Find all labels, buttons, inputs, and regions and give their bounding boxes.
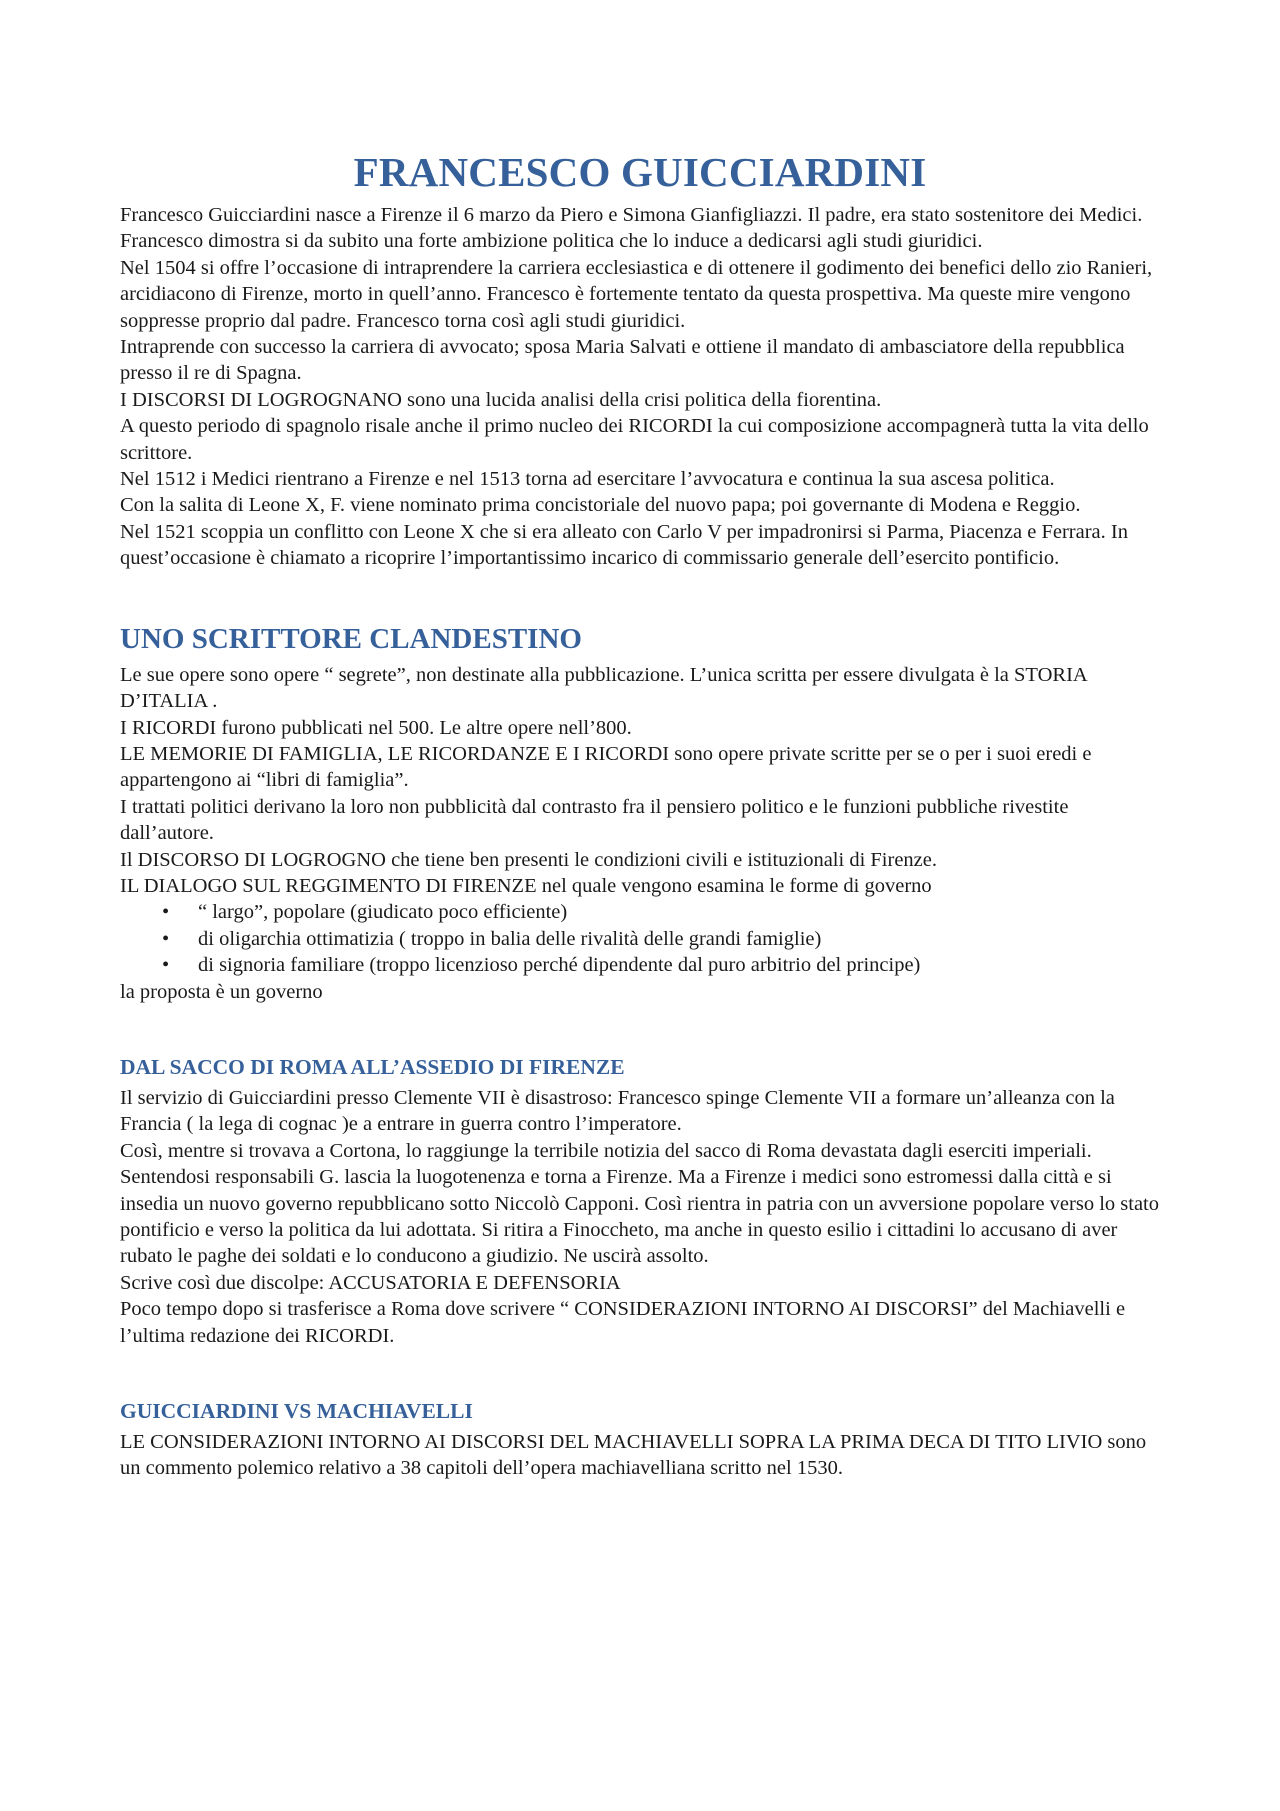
paragraph: la proposta è un governo bbox=[120, 980, 323, 1003]
list-item bbox=[120, 926, 1160, 952]
paragraph: Scrive così due discolpe: ACCUSATORIA E DEFENSORIA bbox=[120, 1271, 621, 1294]
paragraph: Poco tempo dopo si trasferisce a Roma dove scrivere “ CONSIDERAZIONI INTORNO AI DISCORSI” del Machiavelli e l’ultima redazione dei RICORDI. bbox=[120, 1298, 1126, 1347]
paragraph: Intraprende con successo la carriera di avvocato; sposa Maria Salvati e ottiene il mandato di ambasciatore della repubblica presso il re di Spagna. bbox=[120, 336, 1125, 385]
paragraph: Nel 1512 i Medici rientrano a Firenze e nel 1513 torna ad esercitare l’avvocatura e continua la sua ascesa politica. bbox=[120, 468, 1055, 491]
bullet-list bbox=[120, 899, 1160, 978]
section-sacco-di-roma bbox=[120, 1085, 1160, 1349]
paragraph: Nel 1504 si offre l’occasione di intraprendere la carriera ecclesiastica e di ottenere il godimento dei benefici dello zio Ranieri, arcidiacono di Firenze, morto in quell’anno. Francesco è fortemente tentato da questa prospettiva. Ma queste mire vengono soppresse proprio dal padre. Francesco torna così agli studi giuridici. bbox=[120, 256, 1153, 332]
list-item bbox=[120, 952, 1160, 978]
paragraph: A questo periodo di spagnolo risale anche il primo nucleo dei RICORDI la cui composizione accompagnerà tutta la vita dello scrittore. bbox=[120, 415, 1149, 464]
paragraph: Il servizio di Guicciardini presso Clemente VII è disastroso: Francesco spinge Clemente VII a formare un’alleanza con la Francia ( la lega di cognac )e a entrare in guerra contro l’imperatore. bbox=[120, 1086, 1115, 1136]
paragraph: Le sue opere sono opere “ segrete”, non destinate alla pubblicazione. L’unica scritta per essere divulgata è la STORIA D’ITALIA . bbox=[120, 663, 1087, 713]
paragraph: Francesco dimostra si da subito una forte ambizione politica che lo induce a dedicarsi agli studi giuridici. bbox=[120, 230, 983, 253]
list-item-text: di signoria familiare (troppo licenzioso perché dipendente dal puro arbitrio del principe) bbox=[198, 954, 921, 977]
paragraph: Sentendosi responsabili G. lascia la luogotenenza e torna a Firenze. Ma a Firenze i medici sono estromessi dalla città e si insedia un nuovo governo repubblicano sotto Niccolò Capponi. Così rientra in patria con un avversione popolare verso lo stato pontificio e verso la politica da lui adottata. Si ritira a Finoccheto, ma anche in questo esilio i cittadini lo accusano di aver rubato le paghe dei soldati e lo conducono a giudizio. Ne uscirà assolto. bbox=[120, 1166, 1159, 1268]
bullet-icon: • bbox=[162, 954, 170, 977]
section-heading-guicciardini-vs-machiavelli: GUICCIARDINI VS MACHIAVELLI bbox=[120, 1399, 473, 1424]
paragraph: I RICORDI furono pubblicati nel 500. Le altre opere nell’800. bbox=[120, 716, 632, 739]
page-title: FRANCESCO GUICCIARDINI bbox=[353, 149, 927, 195]
paragraph: Così, mentre si trovava a Cortona, lo raggiunge la terribile notizia del sacco di Roma devastata dagli eserciti imperiali. bbox=[120, 1139, 1092, 1162]
paragraph: Il DISCORSO DI LOGROGNO che tiene ben presenti le condizioni civili e istituzionali di Firenze. bbox=[120, 848, 937, 871]
bullet-icon: • bbox=[162, 927, 170, 950]
section-guicciardini-vs-machiavelli bbox=[120, 1429, 1160, 1482]
paragraph: I trattati politici derivano la loro non pubblicità dal contrasto fra il pensiero politico e le funzioni pubbliche rivestite dall’autore. bbox=[120, 795, 1069, 845]
paragraph: Francesco Guicciardini nasce a Firenze il 6 marzo da Piero e Simona Gianfigliazzi. Il padre, era stato sostenitore dei Medici. bbox=[120, 204, 1143, 226]
section-heading-sacco-di-roma: DAL SACCO DI ROMA ALL’ASSEDIO DI FIRENZE bbox=[120, 1054, 625, 1079]
list-item-text: “ largo”, popolare (giudicato poco efficiente) bbox=[198, 901, 568, 924]
paragraph: Nel 1521 scoppia un conflitto con Leone X che si era alleato con Carlo V per impadronirsi si Parma, Piacenza e Ferrara. In quest’occasione è chiamato a ricoprire l’importantissimo incarico di commissario generale dell’esercito pontificio. bbox=[120, 520, 1128, 570]
intro-block bbox=[120, 202, 1160, 572]
section-heading-scrittore-clandestino: UNO SCRITTORE CLANDESTINO bbox=[120, 622, 582, 655]
paragraph: IL DIALOGO SUL REGGIMENTO DI FIRENZE nel quale vengono esamina le forme di governo bbox=[120, 874, 932, 897]
paragraph: LE CONSIDERAZIONI INTORNO AI DISCORSI DEL MACHIAVELLI SOPRA LA PRIMA DECA DI TITO LIVIO sono un commento polemico relativo a 38 capitoli dell’opera machiavelliana scritto nel 1530. bbox=[120, 1431, 1147, 1480]
bullet-icon: • bbox=[162, 901, 170, 924]
section-scrittore-clandestino bbox=[120, 662, 1160, 1005]
paragraph: I DISCORSI DI LOGROGNANO sono una lucida analisi della crisi politica della fiorentina. bbox=[120, 388, 882, 411]
paragraph: Con la salita di Leone X, F. viene nominato prima concistoriale del nuovo papa; poi governante di Modena e Reggio. bbox=[120, 494, 1081, 517]
paragraph: LE MEMORIE DI FAMIGLIA, LE RICORDANZE E I RICORDI sono opere private scritte per se o per i suoi eredi e appartengono ai “libri di famiglia”. bbox=[120, 742, 1092, 792]
list-item bbox=[120, 899, 1160, 925]
list-item-text: di oligarchia ottimatizia ( troppo in balia delle rivalità delle grandi famiglie) bbox=[198, 927, 822, 950]
